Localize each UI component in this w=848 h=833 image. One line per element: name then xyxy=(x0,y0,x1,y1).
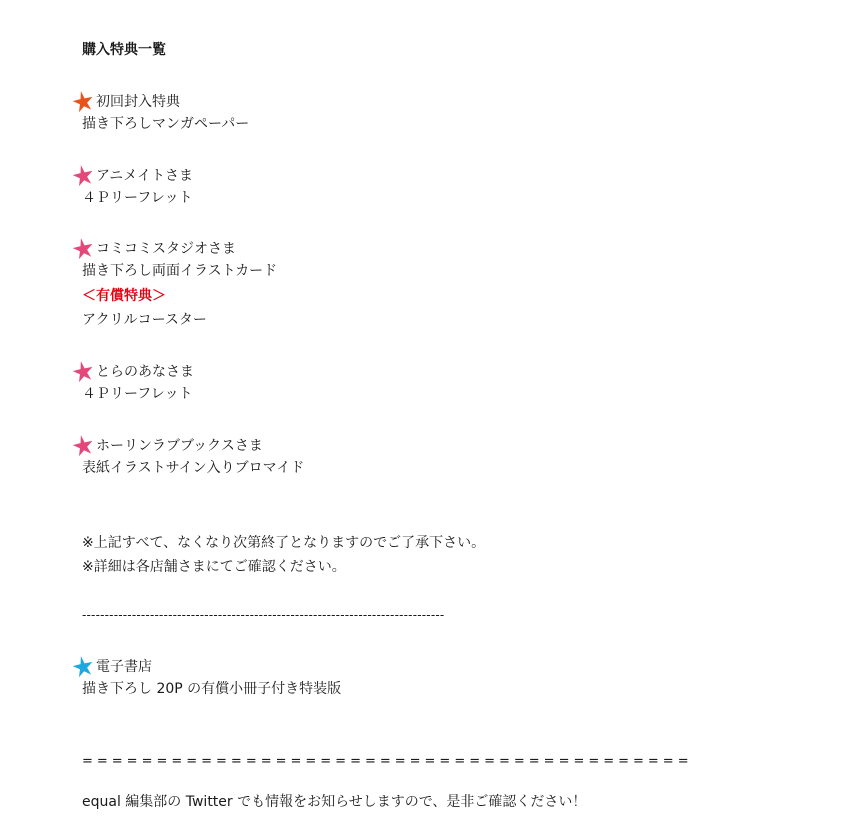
star-icon xyxy=(72,90,94,112)
section-heading-label: ホーリンラブブックスさま xyxy=(96,438,263,454)
note-line: ※上記すべて、なくなり次第終了となりますのでご了承下さい。 xyxy=(82,535,486,551)
bonus-item: ４Ｐリーフレット xyxy=(82,190,193,206)
section-heading-toranoana xyxy=(72,360,194,382)
bonus-item: 表紙イラストサイン入りブロマイド xyxy=(82,460,305,476)
section-heading-label: コミコミスタジオさま xyxy=(96,241,236,257)
section-heading-label: 電子書店 xyxy=(96,659,152,675)
star-icon xyxy=(72,655,94,677)
bonus-item: 描き下ろし 20P の有償小冊子付き特装版 xyxy=(82,681,342,697)
star-icon xyxy=(72,164,94,186)
bonus-item: 描き下ろしマンガペーパー xyxy=(82,116,250,132)
dash-divider: -------------------------------------------------------------------------------- xyxy=(82,608,445,622)
equals-divider: ========================================= xyxy=(82,754,693,769)
star-icon xyxy=(72,434,94,456)
note-line: ※詳細は各店舗さまにてご確認ください。 xyxy=(82,559,346,575)
section-heading-ebook xyxy=(72,655,152,677)
section-heading-comicomi xyxy=(72,237,236,259)
section-heading-first-edition xyxy=(72,90,180,112)
paid-bonus-item: アクリルコースター xyxy=(82,312,207,328)
section-heading-label: アニメイトさま xyxy=(96,168,194,184)
page-title: 購入特典一覧 xyxy=(82,42,166,58)
star-icon xyxy=(72,360,94,382)
section-heading-label: 初回封入特典 xyxy=(96,94,180,110)
footer-note: equal 編集部の Twitter でも情報をお知らせしますので、是非ご確認ください！ xyxy=(82,794,587,810)
bonus-item: 描き下ろし両面イラストカード xyxy=(82,263,278,279)
star-icon xyxy=(72,237,94,259)
section-heading-animate xyxy=(72,164,193,186)
section-heading-label: とらのあなさま xyxy=(96,364,194,380)
section-heading-horin-love xyxy=(72,434,263,456)
paid-bonus-label: ＜有償特典＞ xyxy=(82,288,166,304)
bonus-item: ４Ｐリーフレット xyxy=(82,386,193,402)
